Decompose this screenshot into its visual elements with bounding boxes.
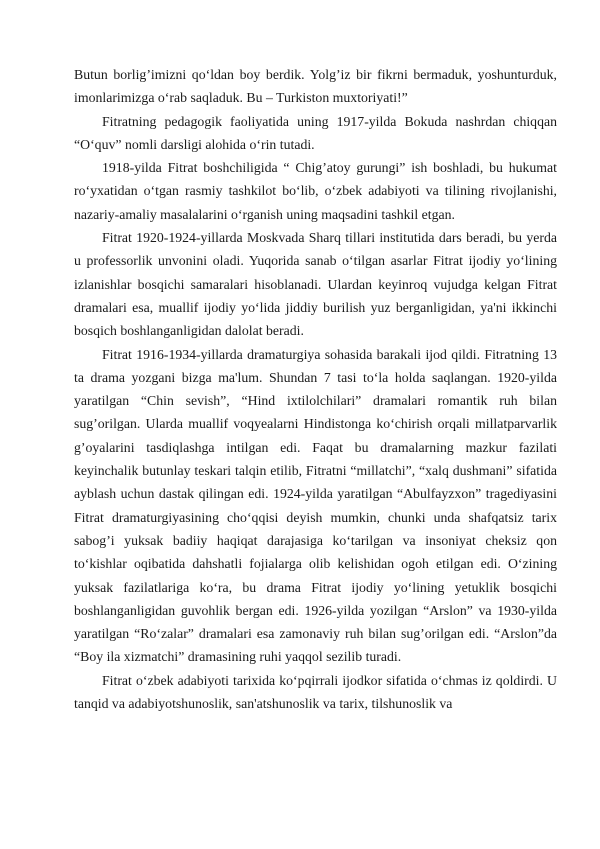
paragraph-3: 1918-yilda Fitrat boshchiligida “ Chig’atoy gurungi” ish boshladi, bu hukumat ro‘yxatidan o‘tgan rasmiy tashkilot bo‘lib, o‘zbek adabiyoti va tilining rivojlanishi, nazariy-amaliy masalalarini o‘rganish uning maqsadini tashkil etgan. (74, 160, 557, 222)
paragraph-5: Fitrat 1916-1934-yillarda dramaturgiya sohasida barakali ijod qildi. Fitratning 13 ta drama yozgani bizga ma'lum. Shundan 7 tasi to‘la holda saqlangan. 1920-yilda yaratilgan “Chin sevish”, “Hind ixtilolchilari” dramalari romantik ruh bilan sug’orilgan. Ularda muallif voqyealarni Hindistonga ko‘chirish orqali millatparvarlik g’oyalarini tasdiqlashga intilgan edi. Faqat bu dramalarning mazkur fazilati keyinchalik butunlay teskari talqin etilib, Fitratni “millatchi”, “xalq dushmani” sifatida ayblash uchun dastak qilingan edi. 1924-yilda yaratilgan “Abulfayzxon” tragediyasini Fitrat dramaturgiyasining cho‘qqisi deyish mumkin, chunki unda shafqatsiz tarix sabog’i yuksak badiiy haqiqat darajasiga ko‘tarilgan va insoniyat cheksiz qon to‘kishlar oqibatida dahshatli fojialarga olib kelishidan ogoh etilgan edi. O‘zining yuksak fazilatlariga ko‘ra, bu drama Fitrat ijodiy yo‘lining yetuklik bosqichi boshlanganligidan guvohlik bergan edi. 1926-yilda yozilgan “Arslon” va 1930-yilda yaratilgan “Ro‘zalar” dramalari esa zamonaviy ruh bilan sug’orilgan edi. “Arslon”da “Boy ila xizmatchi” dramasining ruhi yaqqol sezilib turadi. (74, 346, 557, 665)
paragraph-1: Butun borlig’imizni qo‘ldan boy berdik. Yolg’iz bir fikrni bermaduk, yoshunturduk, imonlarimizga o‘rab saqladuk. Bu – Turkiston muxtoriyati!” (74, 67, 557, 106)
paragraph-4: Fitrat 1920-1924-yillarda Moskvada Sharq tillari institutida dars beradi, bu yerda u professorlik unvonini oladi. Yuqorida sanab o‘tilgan asarlar Fitrat ijodiy yo‘lining izlanishlar bosqichi samaralari hisoblanadi. Ulardan keyinroq vujudga kelgan Fitrat dramalari esa, muallif ijodiy yo‘lida jiddiy burilish yuz berganligidan, ya'ni ikkinchi bosqich boshlanganligidan dalolat beradi. (74, 230, 557, 339)
paragraph-6: Fitrat o‘zbek adabiyoti tarixida ko‘pqirrali ijodkor sifatida o‘chmas iz qoldirdi. U tanqid va adabiyotshunoslik, san'atshunoslik va tarix, tilshunoslik va (74, 672, 557, 712)
paragraph-2: Fitratning pedagogik faoliyatida uning 1917-yilda Bokuda nashrdan chiqqan “O‘quv” nomli darsligi alohida o‘rin tutadi. (74, 113, 557, 152)
